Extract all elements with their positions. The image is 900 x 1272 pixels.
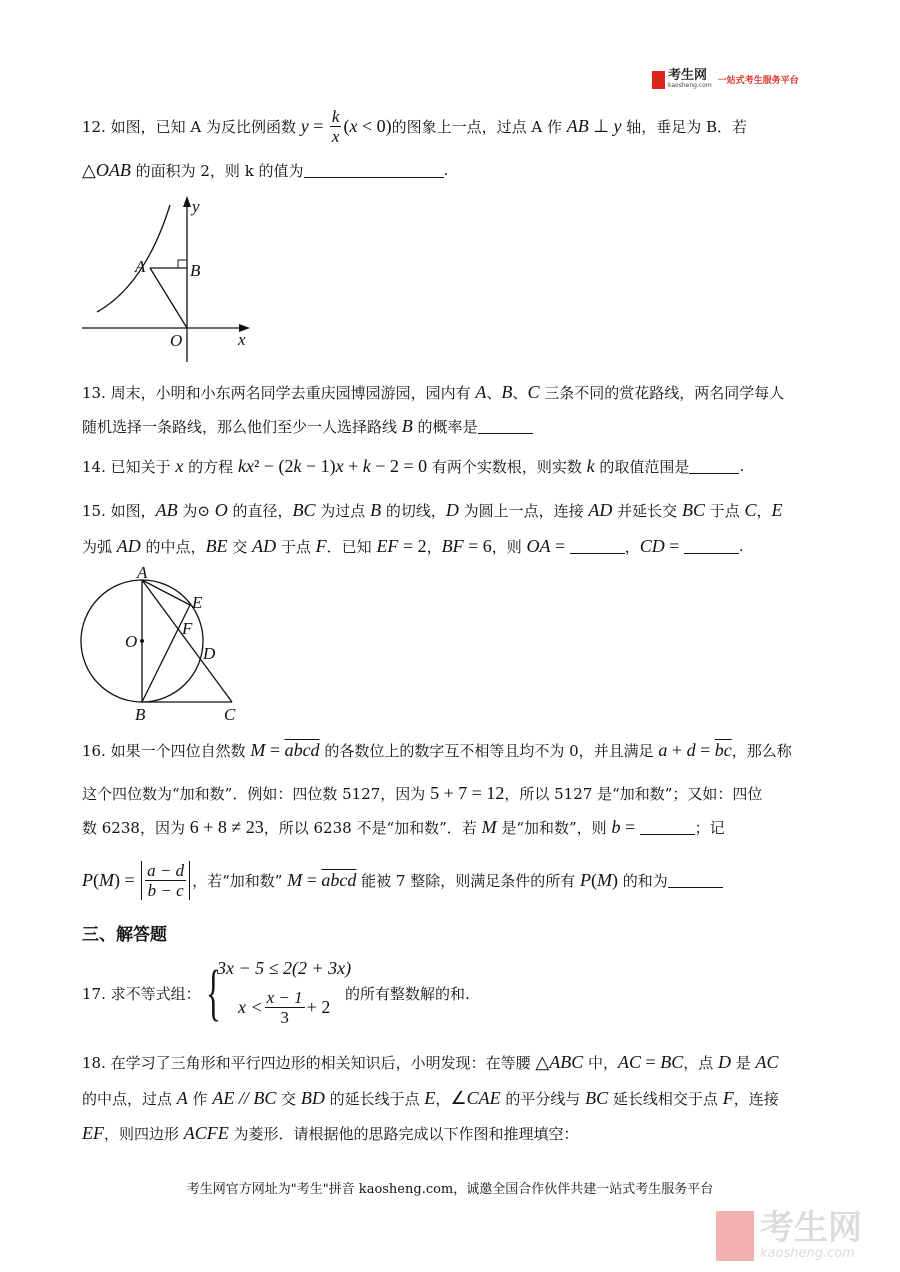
label-x: x [238,330,246,349]
text-segment: . [738,537,744,555]
math-variable: B [401,415,413,436]
watermark-domain: kaosheng.com [760,1246,855,1261]
math-variable: F [722,1087,734,1108]
math-expression: ( [343,115,350,136]
math-variable: M [287,869,303,890]
math-expression: = [641,1051,661,1072]
math-expression: ) = [114,869,140,890]
logo-name: 考生网 [668,68,708,83]
text-segment: 的取值范围是 [594,457,690,476]
math-variable: k [293,455,302,476]
label-d: D [203,644,216,663]
text-segment: 是“加和数”，则 [496,818,612,837]
math-variable: BD [300,1087,325,1108]
text-segment: ， [624,537,640,556]
math-variable: B [501,381,513,402]
overlined-number: $\overline{bc}$ [714,739,732,760]
logo-slogan: 一站式考生服务平台 [717,76,799,86]
q15-line-1 [82,490,783,530]
math-expression: = [265,739,285,760]
center-dot [140,639,144,643]
text-segment: 12. 如图，已知 A 为反比例函数 [82,117,301,136]
fraction-numerator: k [331,106,340,126]
math-expression: ( [591,869,598,890]
math-expression: − 2 = 0 [370,455,428,476]
math-expression: = 6 [463,535,492,556]
label-b: B [190,261,201,280]
q16-line-3 [82,807,725,847]
text-segment: 的和为 [618,871,668,890]
label-o: O [125,632,138,651]
text-segment: ，若“加和数” [192,871,288,890]
label-e: E [192,593,203,612]
label-y: y [192,197,200,216]
fraction-denominator: b − c [147,880,184,900]
text-segment: 为菱形．请根据他的思路完成以下作图和推理填空： [228,1124,579,1143]
text-segment: 延长线相交于点 [608,1089,723,1108]
text-segment: ，连接 [733,1089,779,1108]
text-segment: 的延长线于点 [324,1089,425,1108]
math-variable: E [771,499,783,520]
answer-blank [640,820,695,835]
math-variable: P [580,869,592,890]
text-segment: 14. 已知关于 [82,457,176,476]
text-segment: ，那么称 [731,741,792,760]
text-segment: 、 [512,383,528,402]
q17-label: 17. 求不等式组： [82,985,201,1003]
text-segment: 15. 如图， [82,501,156,520]
q17-fraction [265,988,305,1027]
math-expression: = [550,535,570,556]
text-segment: 于点 [276,537,316,556]
text-segment: ．已知 [326,537,377,556]
text-segment: 交 [276,1089,301,1108]
fraction [330,107,342,146]
math-variable: CAE [466,1087,501,1108]
q12-figure [0,190,300,370]
math-variable: AE // BC [212,1087,277,1108]
text-segment: 交 [227,537,253,556]
label-o: O [170,331,183,350]
math-variable: BC [681,499,705,520]
math-expression: = [302,869,322,890]
q13-line-2 [82,406,533,446]
fraction-denominator: x [331,126,340,146]
math-variable: k [362,455,371,476]
q17-inequality-2 [238,988,330,1027]
hyperbola-curve [97,205,170,312]
math-variable: D [445,499,459,520]
text-segment: ，则四边形 [104,1124,184,1143]
q17-eq2-rhs: + 2 [306,997,331,1017]
text-segment: ， [426,537,442,556]
text-segment: 中， [583,1053,619,1072]
math-expression: △ [535,1051,550,1072]
math-variable: x [175,455,184,476]
math-variable: C [527,381,540,402]
math-expression: = [664,535,684,556]
math-variable: x [335,455,344,476]
text-segment: 为弧 [82,537,117,556]
brace-icon: { [206,959,221,1027]
segment-ac [142,580,232,702]
text-segment: 的平分线与 [500,1089,586,1108]
text-segment: 作 [187,1089,213,1108]
math-variable: M [250,739,266,760]
answer-blank [668,873,723,888]
q16-line-1 [82,730,792,770]
math-variable: AC [755,1051,779,1072]
math-expression: ∠ [450,1087,467,1108]
answer-blank [689,459,739,474]
text-segment: 的方程 [183,457,238,476]
answer-blank [478,419,533,434]
math-expression: △ [82,159,96,180]
label-a: A [137,563,148,582]
math-variable: A [475,381,487,402]
q12-line-2 [82,150,448,190]
text-segment: 为圆上一点，连接 [458,501,589,520]
math-variable: AD [116,535,141,556]
text-segment: 的直径， [227,501,293,520]
math-variable: M [597,869,613,890]
math-expression: ⊥ [588,115,614,136]
text-segment: 随机选择一条路线，那么他们至少一人选择路线 [82,417,402,436]
text-segment: 的各数位上的数字互不相等且均不为 0，并且满足 [319,741,659,760]
math-variable: y [300,115,309,136]
q17-suffix: 的所有整数解的和. [345,985,470,1003]
answer-blank [684,539,739,554]
math-expression: < 0) [357,115,392,136]
label-a: A [135,257,146,276]
math-variable: BC [660,1051,684,1072]
text-segment: 13. 周末，小明和小东两名同学去重庆园博园游园，园内有 [82,383,476,402]
math-expression: + [667,739,687,760]
math-expression: = 2 [398,535,427,556]
text-segment: 能被 7 整除，则满足条件的所有 [356,871,581,890]
text-segment: 18. 在学习了三角形和平行四边形的相关知识后，小明发现：在等腰 [82,1053,536,1072]
text-segment: 有两个实数根，则实数 [427,457,587,476]
text-segment: 数 6238，因为 [82,818,190,837]
answer-blank [570,539,625,554]
math-variable: O [214,499,228,520]
segment-ao [150,268,187,328]
math-variable: M [99,869,114,890]
text-segment: ；记 [694,818,725,837]
math-variable: BE [205,535,228,556]
label-c: C [224,705,236,724]
math-variable: C [744,499,757,520]
text-segment: 于点 [704,501,745,520]
right-angle-mark [178,260,187,268]
math-variable: AB [155,499,178,520]
text-segment: ，所以 6238 不是“加和数”．若 [263,818,482,837]
answer-blank [304,163,444,178]
math-variable: BC [292,499,316,520]
math-variable: AC [618,1051,642,1072]
text-segment: ，则 [491,537,527,556]
segment-ae [142,580,190,605]
math-variable: AB [566,115,589,136]
text-segment: 的面积为 2，则 k 的值为 [130,161,304,180]
section-heading: 三、解答题 [82,925,167,945]
fraction-numerator: a − d [147,860,185,880]
text-segment: 轴，垂足为 B．若 [621,117,748,136]
math-expression: − 1) [301,455,336,476]
math-variable: A [176,1087,188,1108]
math-variable: b [611,816,621,837]
q18-line-2 [82,1078,779,1118]
q14-line [82,446,744,486]
q15-figure [0,560,300,730]
text-segment: ， [435,1089,451,1108]
label-b: B [135,705,146,724]
text-segment: 这个四位数为“加和数”．例如：四位数 5127，因为 [82,784,431,803]
logo-mark-icon [652,71,665,89]
math-variable: BF [441,535,464,556]
math-variable: EF [82,1122,104,1143]
text-segment: ， [756,501,772,520]
math-variable: P [82,869,93,890]
text-segment: 为⊙ [177,501,215,520]
watermark [716,1210,862,1261]
math-variable: E [424,1087,436,1108]
math-expression: = [620,816,640,837]
math-variable: AD [588,499,613,520]
math-expression: ) [612,869,619,890]
q12-line-1 [82,106,747,146]
text-segment: . [443,161,449,179]
overlined-number: abcd [284,739,320,760]
text-segment: 、 [486,383,502,402]
math-variable: D [718,1051,731,1072]
text-segment: 为过点 [315,501,371,520]
math-expression: ² − (2 [253,455,294,476]
text-segment: . [739,457,745,475]
text-segment: 的切线， [381,501,446,520]
math-variable: k [586,455,595,476]
math-variable: CD [639,535,665,556]
text-segment: 的中点，过点 [82,1089,177,1108]
math-expression: = [308,115,328,136]
math-variable: ABC [549,1051,584,1072]
math-expression: + [343,455,363,476]
text-segment: 是 [731,1053,756,1072]
math-variable: B [370,499,382,520]
absolute-fraction [141,861,190,900]
math-expression: 5 + 7 = 12 [430,782,505,803]
text-segment: 三条不同的赏花路线，两名同学每人 [539,383,785,402]
text-segment: ，所以 5127 是“加和数”；又如：四位 [504,784,763,803]
logo-domain: kaosheng.com [668,82,712,89]
q18-line-1 [82,1042,779,1082]
math-variable: BC [585,1087,609,1108]
watermark-name: 考生网 [760,1208,862,1248]
fraction-denominator: 3 [280,1008,289,1027]
q17-inequality-1: 3x − 5 ≤ 2(2 + 3x) [217,958,352,978]
math-variable: a [658,739,668,760]
q16-line-4 [82,860,723,900]
text-segment: 的中点， [140,537,206,556]
math-variable: OAB [95,159,131,180]
math-variable: M [481,816,497,837]
math-variable: AD [252,535,277,556]
y-arrow-icon [183,196,191,207]
math-expression: 6 + 8 ≠ 23 [189,816,264,837]
math-variable: EF [376,535,399,556]
math-variable: d [686,739,696,760]
text-segment: ，点 [683,1053,718,1072]
math-variable: y [613,115,622,136]
label-f: F [182,619,193,638]
kaosheng-logo [652,70,799,89]
math-variable: OA [526,535,551,556]
math-variable: ACFE [183,1122,229,1143]
math-variable: F [315,535,327,556]
text-segment: 16. 如果一个四位自然数 [82,741,251,760]
math-variable: kx [237,455,254,476]
footer-text: 考生网官方网址为"考生"拼音 kaosheng.com，诚邀全国合作伙伴共建一站式考生服务平台 [186,1182,714,1197]
fraction-numerator: x − 1 [266,988,303,1007]
q17-eq2-lhs: x < [238,997,263,1017]
watermark-logo-icon [716,1211,754,1261]
text-segment: 的图象上一点，过点 A 作 [391,117,567,136]
math-expression: = [695,739,715,760]
text-segment: 并延长交 [612,501,682,520]
math-variable: x [349,115,358,136]
math-expression: ( [93,869,99,890]
q18-line-3 [82,1113,579,1153]
text-segment: 的概率是 [412,417,478,436]
overlined-number: abcd [321,869,357,890]
